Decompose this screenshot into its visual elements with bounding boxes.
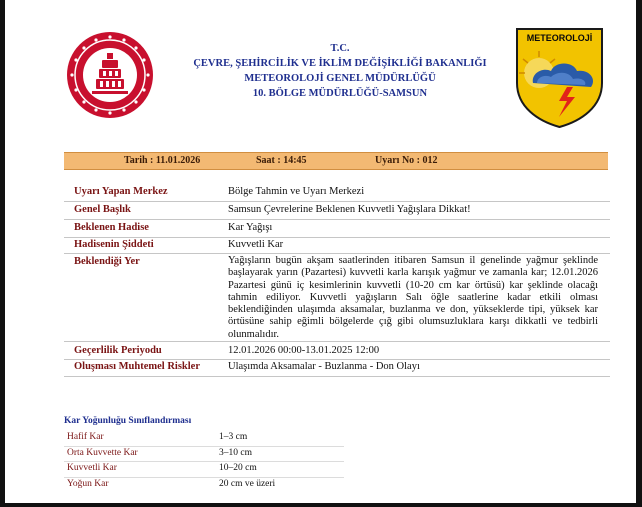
class-label-light: Hafif Kar (67, 432, 104, 442)
event-label: Beklenen Hadise (74, 222, 149, 233)
period-label: Geçerlilik Periyodu (74, 345, 162, 356)
class-value-heavy: 20 cm ve üzeri (219, 479, 276, 489)
center-label: Uyarı Yapan Merkez (74, 186, 168, 197)
header-line-region: 10. BÖLGE MÜDÜRLÜĞÜ-SAMSUN (252, 88, 428, 99)
row-divider (64, 219, 610, 220)
title-label: Genel Başlık (74, 204, 131, 215)
screen-edge-left (0, 0, 5, 507)
row-divider (64, 461, 344, 462)
place-label: Beklendiği Yer (74, 256, 140, 267)
severity-label: Hadisenin Şiddeti (74, 239, 154, 250)
screen-edge-bottom (0, 503, 642, 507)
severity-value: Kuvvetli Kar (228, 239, 284, 250)
class-label-strong: Kuvvetli Kar (67, 463, 117, 473)
title-value: Samsun Çevrelerine Beklenen Kuvvetli Yağışlara Dikkat! (228, 204, 471, 215)
period-value: 12.01.2026 00:00-13.01.2025 12:00 (228, 345, 380, 356)
row-divider (64, 376, 610, 377)
class-label-moderate: Orta Kuvvette Kar (67, 448, 138, 458)
header-block (180, 41, 500, 101)
event-value: Kar Yağışı (228, 222, 273, 233)
row-divider (64, 446, 344, 447)
row-divider (64, 359, 610, 360)
risk-label: Oluşması Muhtemel Riskler (74, 361, 200, 372)
class-value-light: 1–3 cm (219, 432, 248, 442)
class-value-strong: 10–20 cm (219, 463, 257, 473)
header-line-ministry: ÇEVRE, ŞEHİRCİLİK VE İKLİM DEĞİŞİKLİĞİ BAKANLIĞI (193, 58, 487, 69)
meta-bar (64, 152, 608, 170)
row-divider (64, 341, 610, 342)
row-divider (64, 477, 344, 478)
header-line-tc: T.C. (330, 43, 350, 54)
warning-number: Uyarı No : 012 (375, 155, 438, 166)
class-label-heavy: Yoğun Kar (67, 479, 109, 489)
place-description: Yağışların bugün akşam saatlerinden itibaren Samsun il genelinde yağmur şeklinde başlayarak yarın (Pazartesi) kuvvetli karla karışık yağmur ve zamanla kar; 12.01.2026 Pazartesi günü iç kesimlerinin kuvvetli (10-20 cm kar örtüsü) kar şeklinde olacağı tahmin ediliyor. Kuvvetli yağışların Salı öğle saatlerine kadar etkili olması beklendiğinden ulaşımda aksamalar, buzlanma ve don, yükseklerde tipi, yüksek kar örtüsüne sahip eğimli bölgelerde çığ gibi olumsuzluklara karşı dikkatli ve tedbirli olunmalıdır. (228, 255, 598, 340)
row-divider (64, 201, 610, 202)
screen-edge-right (636, 0, 642, 507)
row-divider (64, 253, 610, 254)
risk-value: Ulaşımda Aksamalar - Buzlanma - Don Olayı (228, 361, 420, 372)
row-divider (64, 237, 610, 238)
issue-time: Saat : 14:45 (256, 155, 307, 166)
issue-date: Tarih : 11.01.2026 (124, 155, 201, 166)
meteoroloji-logo-icon (515, 27, 604, 129)
class-value-moderate: 3–10 cm (219, 448, 252, 458)
classification-title: Kar Yoğunluğu Sınıflandırması (64, 416, 192, 426)
ministry-seal-icon (66, 31, 154, 119)
logo-text: METEOROLOJİ (526, 33, 593, 43)
header-line-directorate: METEOROLOJİ GENEL MÜDÜRLÜĞÜ (244, 73, 436, 84)
center-value: Bölge Tahmin ve Uyarı Merkezi (228, 186, 365, 197)
